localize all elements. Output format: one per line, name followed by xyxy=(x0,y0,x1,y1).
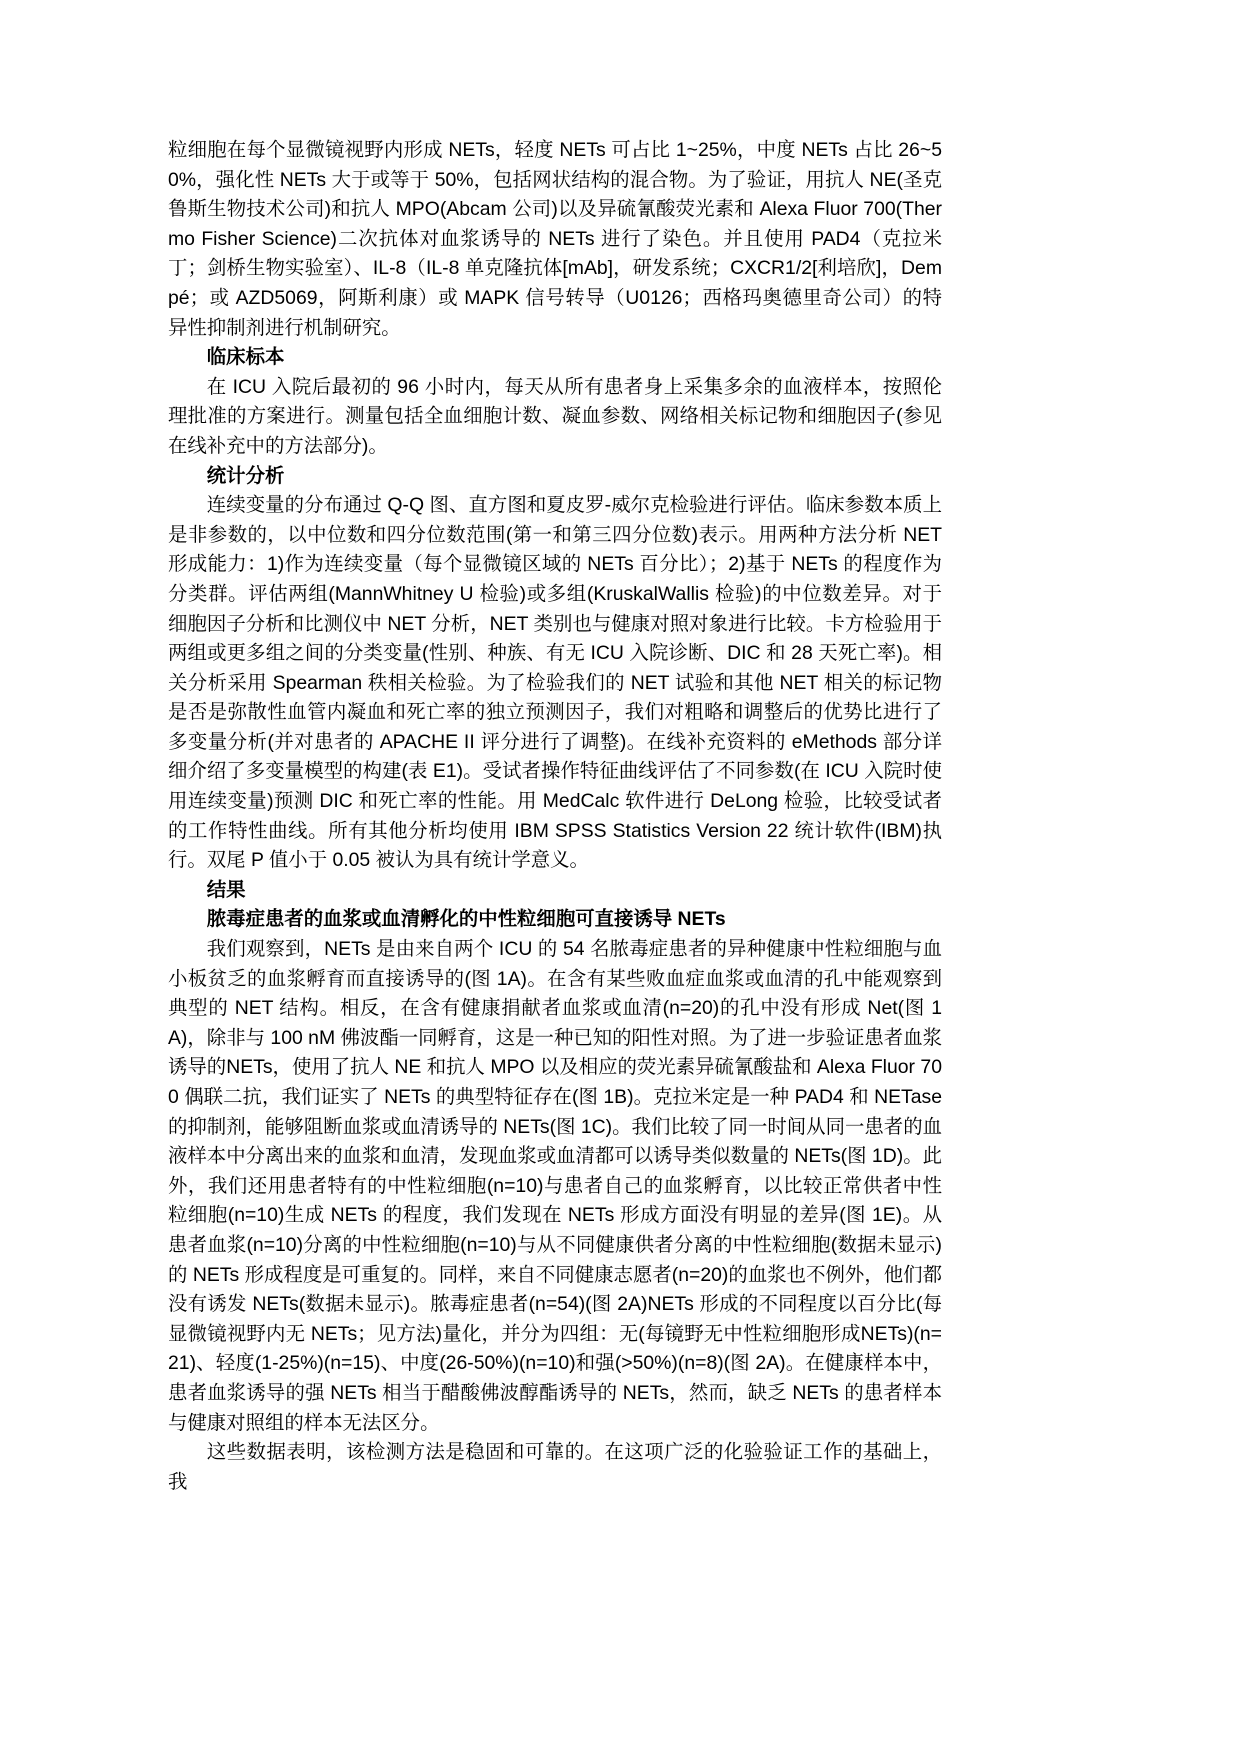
results-paragraph: 我们观察到，NETs 是由来自两个 ICU 的 54 名脓毒症患者的异种健康中性粒细胞与血小板贫乏的血浆孵育而直接诱导的(图 1A)。在含有某些败血症血浆或血清的孔中能观察到典型的 NET 结构。相反，在含有健康捐献者血浆或血清(n=20)的孔中没有形成 Net(图 1A)，除非与 100 nM 佛波酯一同孵育，这是一种已知的阳性对照。为了进一步验证患者血浆诱导的NETs，使用了抗人 NE 和抗人 MPO 以及相应的荧光素异硫氰酸盐和 Alexa Fluor 700 偶联二抗，我们证实了 NETs 的典型特征存在(图 1B)。克拉米定是一种 PAD4 和 NETase 的抑制剂，能够阻断血浆或血清诱导的 NETs(图 1C)。我们比较了同一时间从同一患者的血液样本中分离出来的血浆和血清，发现血浆或血清都可以诱导类似数量的 NETs(图 1D)。此外，我们还用患者特有的中性粒细胞(n=10)与患者自己的血浆孵育，以比较正常供者中性粒细胞(n=10)生成 NETs 的程度，我们发现在 NETs 形成方面没有明显的差异(图 1E)。从患者血浆(n=10)分离的中性粒细胞(n=10)与从不同健康供者分离的中性粒细胞(数据未显示)的 NETs 形成程度是可重复的。同样，来自不同健康志愿者(n=20)的血浆也不例外，他们都没有诱发 NETs(数据未显示)。脓毒症患者(n=54)(图 2A)NETs 形成的不同程度以百分比(每显微镜视野内无 NETs；见方法)量化，并分为四组：无(每镜野无中性粒细胞形成NETs)(n=21)、轻度(1-25%)(n=15)、中度(26-50%)(n=10)和强(>50%)(n=8)(图 2A)。在健康样本中，患者血浆诱导的强 NETs 相当于醋酸佛波醇酯诱导的 NETs，然而，缺乏 NETs 的患者样本与健康对照组的样本无法区分。 xyxy=(168,938,942,1434)
results-subsection-heading: 脓毒症患者的血浆或血清孵化的中性粒细胞可直接诱导 NETs xyxy=(206,908,726,931)
document-body xyxy=(168,136,942,1497)
clinical-samples-heading: 临床标本 xyxy=(206,346,285,369)
results-paragraph: 这些数据表明，该检测方法是稳固和可靠的。在这项广泛的化验验证工作的基础上，我 xyxy=(168,1441,942,1493)
statistical-analysis-heading: 统计分析 xyxy=(206,464,285,487)
methods-continued-paragraph: 粒细胞在每个显微镜视野内形成 NETs，轻度 NETs 可占比 1~25%，中度 NETs 占比 26~50%，强化性 NETs 大于或等于 50%，包括网状结构的混合物。为了验证，用抗人 NE(圣克鲁斯生物技术公司)和抗人 MPO(Abcam 公司)以及异硫氰酸荧光素和 Alexa Fluor 700(Thermo Fisher Science)二次抗体对血浆诱导的 NETs 进行了染色。并且使用 PAD4（克拉米丁；剑桥生物实验室）、IL-8（IL-8 单克隆抗体[mAb]，研发系统；CXCR1/2[利培欣]，Dempé；或 AZD5069，阿斯利康）或 MAPK 信号转导（U0126；西格玛奥德里奇公司）的特异性抑制剂进行机制研究。 xyxy=(168,139,942,339)
clinical-samples-paragraph: 在 ICU 入院后最初的 96 小时内，每天从所有患者身上采集多余的血液样本，按照伦理批准的方案进行。测量包括全血细胞计数、凝血参数、网络相关标记物和细胞因子(参见在线补充中的方法部分)。 xyxy=(168,375,942,457)
statistical-analysis-paragraph: 连续变量的分布通过 Q-Q 图、直方图和夏皮罗-威尔克检验进行评估。临床参数本质上是非参数的，以中位数和四分位数范围(第一和第三四分位数)表示。用两种方法分析 NET 形成能力：1)作为连续变量（每个显微镜区域的 NETs 百分比）；2)基于 NETs 的程度作为分类群。评估两组(MannWhitney U 检验)或多组(KruskalWallis 检验)的中位数差异。对于细胞因子分析和比测仪中 NET 分析，NET 类别也与健康对照对象进行比较。卡方检验用于两组或更多组之间的分类变量(性别、种族、有无 ICU 入院诊断、DIC 和 28 天死亡率)。相关分析采用 Spearman 秩相关检验。为了检验我们的 NET 试验和其他 NET 相关的标记物是否是弥散性血管内凝血和死亡率的独立预测因子，我们对粗略和调整后的优势比进行了多变量分析(并对患者的 APACHE II 评分进行了调整)。在线补充资料的 eMethods 部分详细介绍了多变量模型的构建(表 E1)。受试者操作特征曲线评估了不同参数(在 ICU 入院时使用连续变量)预测 DIC 和死亡率的性能。用 MedCalc 软件进行 DeLong 检验，比较受试者的工作特性曲线。所有其他分析均使用 IBM SPSS Statistics Version 22 统计软件(IBM)执行。双尾 P 值小于 0.05 被认为具有统计学意义。 xyxy=(168,494,942,872)
results-heading: 结果 xyxy=(206,878,246,901)
